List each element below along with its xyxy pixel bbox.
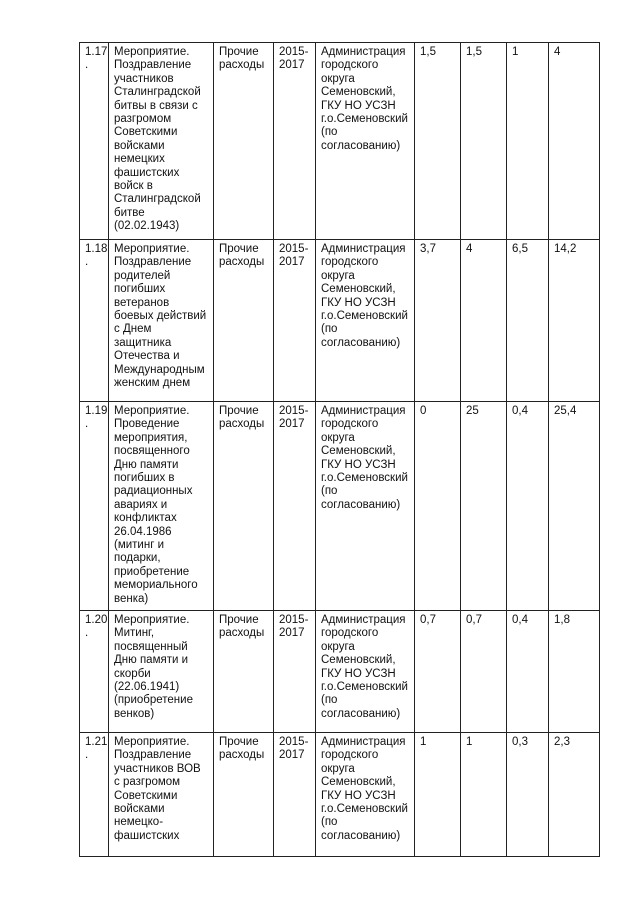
implementation-period-cell: 2015- 2017 [274, 611, 316, 733]
value-year-2-cell: 1,5 [461, 43, 507, 240]
value-year-1-cell: 1,5 [415, 43, 461, 240]
implementation-period-cell: 2015- 2017 [274, 733, 316, 857]
expense-type-cell: Прочие расходы [214, 240, 274, 402]
implementation-period-cell: 2015- 2017 [274, 402, 316, 611]
value-year-3-cell: 6,5 [507, 240, 549, 402]
event-description-cell: Мероприятие. Поздравление участников ВОВ с разгромом Советскими войсками немецко- фашистских [109, 733, 214, 857]
expense-type-cell: Прочие расходы [214, 402, 274, 611]
value-total-cell: 14,2 [549, 240, 600, 402]
value-year-1-cell: 0 [415, 402, 461, 611]
value-year-1-cell: 3,7 [415, 240, 461, 402]
program-table [79, 42, 600, 857]
value-year-3-cell: 1 [507, 43, 549, 240]
table-body [80, 43, 600, 857]
event-description-cell: Мероприятие. Поздравление родителей погибших ветеранов боевых действий с Днем защитника Отечества и Международным женским днем [109, 240, 214, 402]
value-total-cell: 1,8 [549, 611, 600, 733]
table-row [80, 240, 600, 402]
table-row [80, 733, 600, 857]
expense-type-cell: Прочие расходы [214, 733, 274, 857]
executor-cell: Администрация городского округа Семеновский, ГКУ НО УСЗН г.о.Семеновский (по согласованию) [316, 240, 415, 402]
table-row [80, 402, 600, 611]
row-number-cell: 1.17 . [80, 43, 109, 240]
event-description-cell: Мероприятие. Проведение мероприятия, посвященного Дню памяти погибших в радиационных авариях и конфликтах 26.04.1986 (митинг и подарки, приобретение мемориального венка) [109, 402, 214, 611]
value-year-1-cell: 1 [415, 733, 461, 857]
value-year-3-cell: 0,4 [507, 611, 549, 733]
row-number-cell: 1.20 . [80, 611, 109, 733]
implementation-period-cell: 2015- 2017 [274, 43, 316, 240]
value-total-cell: 25,4 [549, 402, 600, 611]
value-year-2-cell: 0,7 [461, 611, 507, 733]
row-number-cell: 1.19 . [80, 402, 109, 611]
value-year-1-cell: 0,7 [415, 611, 461, 733]
event-description-cell: Мероприятие. Митинг, посвященный Дню памяти и скорби (22.06.1941) (приобретение венков) [109, 611, 214, 733]
executor-cell: Администрация городского округа Семеновский, ГКУ НО УСЗН г.о.Семеновский (по согласованию) [316, 733, 415, 857]
implementation-period-cell: 2015- 2017 [274, 240, 316, 402]
row-number-cell: 1.18 . [80, 240, 109, 402]
table-row [80, 43, 600, 240]
table-row [80, 611, 600, 733]
expense-type-cell: Прочие расходы [214, 611, 274, 733]
value-year-2-cell: 25 [461, 402, 507, 611]
value-total-cell: 2,3 [549, 733, 600, 857]
value-total-cell: 4 [549, 43, 600, 240]
executor-cell: Администрация городского округа Семеновский, ГКУ НО УСЗН г.о.Семеновский (по согласованию) [316, 402, 415, 611]
value-year-2-cell: 4 [461, 240, 507, 402]
event-description-cell: Мероприятие. Поздравление участников Сталинградской битвы в связи с разгромом Советскими войсками немецких фашистских войск в Сталинградской битве (02.02.1943) [109, 43, 214, 240]
value-year-3-cell: 0,3 [507, 733, 549, 857]
row-number-cell: 1.21 . [80, 733, 109, 857]
expense-type-cell: Прочие расходы [214, 43, 274, 240]
executor-cell: Администрация городского округа Семеновский, ГКУ НО УСЗН г.о.Семеновский (по согласованию) [316, 43, 415, 240]
value-year-3-cell: 0,4 [507, 402, 549, 611]
executor-cell: Администрация городского округа Семеновский, ГКУ НО УСЗН г.о.Семеновский (по согласованию) [316, 611, 415, 733]
value-year-2-cell: 1 [461, 733, 507, 857]
